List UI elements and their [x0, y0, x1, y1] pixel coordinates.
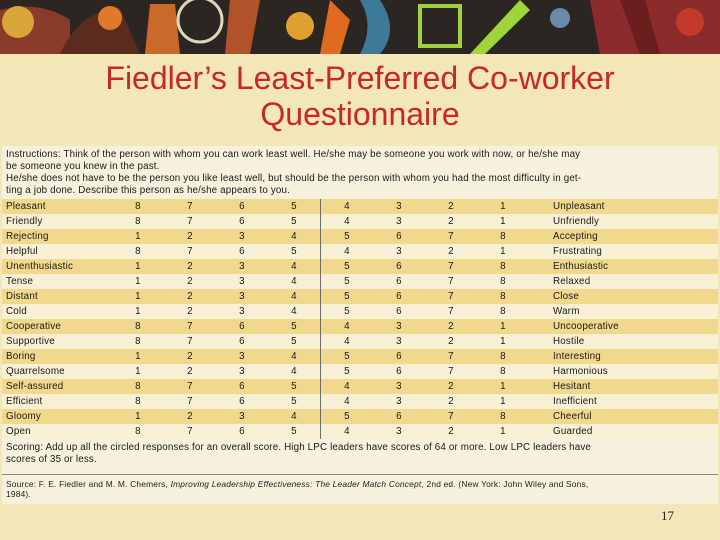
- scale-value[interactable]: 2: [425, 214, 477, 229]
- table-row: [2, 394, 718, 409]
- scale-value[interactable]: 5: [268, 244, 321, 259]
- scale-value[interactable]: 1: [112, 259, 164, 274]
- scoring-line: Scoring: Add up all the circled responses for an overall score. High LPC leaders have scores of 64 or more. Low LPC leaders have: [6, 442, 591, 453]
- scale-value[interactable]: 1: [112, 289, 164, 304]
- scale-value[interactable]: 4: [268, 364, 321, 379]
- left-adjective: Unenthusiastic: [2, 259, 112, 274]
- left-adjective: Tense: [2, 274, 112, 289]
- scale-value[interactable]: 2: [425, 334, 477, 349]
- scale-value[interactable]: 7: [164, 214, 216, 229]
- table-row: [2, 199, 718, 214]
- scale-value[interactable]: 8: [112, 199, 164, 214]
- scale-value[interactable]: 4: [268, 274, 321, 289]
- right-adjective: Close: [529, 289, 718, 304]
- left-adjective: Boring: [2, 349, 112, 364]
- scale-value[interactable]: 2: [164, 409, 216, 424]
- scale-value[interactable]: 8: [112, 244, 164, 259]
- scale-value[interactable]: 7: [425, 364, 477, 379]
- scale-value[interactable]: 8: [477, 409, 529, 424]
- table-row: [2, 319, 718, 334]
- scale-value[interactable]: 4: [268, 349, 321, 364]
- right-adjective: Accepting: [529, 229, 718, 244]
- table-row: [2, 334, 718, 349]
- table-row: [2, 214, 718, 229]
- table-row: [2, 424, 718, 439]
- table-row: [2, 304, 718, 319]
- source-suffix: , 2nd ed. (New York: John Wiley and Sons,: [421, 479, 589, 489]
- left-adjective: Distant: [2, 289, 112, 304]
- scale-value[interactable]: 3: [373, 319, 425, 334]
- scale-value[interactable]: 3: [373, 214, 425, 229]
- scale-value[interactable]: 8: [477, 349, 529, 364]
- scale-value[interactable]: 4: [321, 319, 374, 334]
- scale-value[interactable]: 5: [268, 199, 321, 214]
- lpc-scale-table: [2, 199, 718, 439]
- scale-value[interactable]: 2: [164, 259, 216, 274]
- scale-value[interactable]: 3: [216, 349, 268, 364]
- scale-value[interactable]: 2: [425, 424, 477, 439]
- right-adjective: Harmonious: [529, 364, 718, 379]
- scale-value[interactable]: 3: [373, 394, 425, 409]
- left-adjective: Pleasant: [2, 199, 112, 214]
- scale-value[interactable]: 5: [268, 214, 321, 229]
- scale-value[interactable]: 7: [164, 379, 216, 394]
- instructions-line: ting a job done. Describe this person as he/she appears to you.: [6, 184, 290, 196]
- scale-value[interactable]: 5: [321, 289, 374, 304]
- scale-value[interactable]: 3: [216, 229, 268, 244]
- scoring-line: scores of 35 or less.: [6, 453, 97, 465]
- scale-value[interactable]: 1: [112, 349, 164, 364]
- scale-value[interactable]: 4: [321, 334, 374, 349]
- scale-value[interactable]: 6: [373, 274, 425, 289]
- banner-artwork-icon: [0, 0, 720, 54]
- scale-value[interactable]: 7: [425, 304, 477, 319]
- left-adjective: Rejecting: [2, 229, 112, 244]
- slide-title-line-1: Fiedler’s Least-Preferred Co-worker: [105, 60, 615, 96]
- scale-value[interactable]: 2: [425, 379, 477, 394]
- scale-value[interactable]: 1: [112, 229, 164, 244]
- table-row: [2, 229, 718, 244]
- scale-value[interactable]: 4: [268, 304, 321, 319]
- scale-value[interactable]: 4: [321, 214, 374, 229]
- scale-value[interactable]: 6: [216, 319, 268, 334]
- scale-value[interactable]: 1: [477, 199, 529, 214]
- right-adjective: Hostile: [529, 334, 718, 349]
- table-row: [2, 364, 718, 379]
- scale-value[interactable]: 6: [216, 199, 268, 214]
- scale-value[interactable]: 3: [216, 304, 268, 319]
- scale-value[interactable]: 4: [321, 379, 374, 394]
- scale-value[interactable]: 8: [112, 379, 164, 394]
- source-line-2: 1984).: [6, 489, 31, 499]
- page-number: 17: [661, 508, 674, 523]
- scale-value[interactable]: 6: [216, 334, 268, 349]
- scale-value[interactable]: 6: [373, 409, 425, 424]
- left-adjective: Cooperative: [2, 319, 112, 334]
- table-row: [2, 349, 718, 364]
- scale-value[interactable]: 7: [425, 259, 477, 274]
- scale-value[interactable]: 7: [164, 199, 216, 214]
- scale-value[interactable]: 6: [216, 379, 268, 394]
- scale-value[interactable]: 5: [321, 274, 374, 289]
- scale-value[interactable]: 8: [477, 364, 529, 379]
- scale-value[interactable]: 3: [373, 244, 425, 259]
- table-row: [2, 409, 718, 424]
- scale-value[interactable]: 6: [373, 229, 425, 244]
- right-adjective: Cheerful: [529, 409, 718, 424]
- scale-value[interactable]: 5: [321, 304, 374, 319]
- scale-value[interactable]: 3: [373, 379, 425, 394]
- scale-value[interactable]: 4: [321, 424, 374, 439]
- scale-value[interactable]: 5: [321, 364, 374, 379]
- table-row: [2, 274, 718, 289]
- instructions-line: He/she does not have to be the person you like least well, but should be the person with whom you had the most difficulty in get-: [6, 173, 582, 184]
- scale-value[interactable]: 2: [164, 274, 216, 289]
- scale-value[interactable]: 1: [477, 334, 529, 349]
- instructions-paragraph-1: [6, 149, 718, 172]
- scale-value[interactable]: 3: [216, 259, 268, 274]
- scale-value[interactable]: 4: [268, 259, 321, 274]
- scale-value[interactable]: 8: [477, 229, 529, 244]
- instructions-paragraph-2: [6, 173, 718, 196]
- scale-value[interactable]: 1: [477, 394, 529, 409]
- left-adjective: Helpful: [2, 244, 112, 259]
- scale-value[interactable]: 6: [373, 304, 425, 319]
- right-adjective: Interesting: [529, 349, 718, 364]
- scale-value[interactable]: 8: [112, 424, 164, 439]
- scale-value[interactable]: 8: [477, 259, 529, 274]
- right-adjective: Inefficient: [529, 394, 718, 409]
- scale-value[interactable]: 6: [216, 214, 268, 229]
- slide-title-line-2: Questionnaire: [260, 96, 460, 132]
- scale-value[interactable]: 3: [216, 274, 268, 289]
- scale-value[interactable]: 6: [216, 394, 268, 409]
- scale-value[interactable]: 5: [321, 229, 374, 244]
- scale-value[interactable]: 3: [373, 199, 425, 214]
- scale-value[interactable]: 6: [216, 424, 268, 439]
- scale-value[interactable]: 6: [216, 244, 268, 259]
- table-row: [2, 379, 718, 394]
- scale-value[interactable]: 5: [268, 394, 321, 409]
- scale-value[interactable]: 7: [425, 229, 477, 244]
- scale-value[interactable]: 1: [112, 364, 164, 379]
- scale-value[interactable]: 2: [164, 349, 216, 364]
- scale-value[interactable]: 6: [373, 289, 425, 304]
- scale-value[interactable]: 1: [477, 244, 529, 259]
- left-adjective: Open: [2, 424, 112, 439]
- scale-value[interactable]: 7: [425, 409, 477, 424]
- scale-value[interactable]: 5: [321, 349, 374, 364]
- instructions-line: Instructions: Think of the person with whom you can work least well. He/she may be someone you work with now, or he/she may: [6, 149, 581, 160]
- scale-value[interactable]: 3: [216, 409, 268, 424]
- scale-value[interactable]: 1: [112, 304, 164, 319]
- scale-value[interactable]: 7: [425, 349, 477, 364]
- slide-title: [0, 60, 720, 132]
- source-book-title: Improving Leadership Effectiveness: The Leader Match Concept: [170, 479, 422, 489]
- right-adjective: Uncooperative: [529, 319, 718, 334]
- scale-value[interactable]: 5: [321, 409, 374, 424]
- left-adjective: Gloomy: [2, 409, 112, 424]
- scale-value[interactable]: 8: [112, 319, 164, 334]
- scale-value[interactable]: 8: [112, 334, 164, 349]
- scale-value[interactable]: 3: [373, 334, 425, 349]
- scale-value[interactable]: 2: [425, 244, 477, 259]
- right-adjective: Frustrating: [529, 244, 718, 259]
- scale-value[interactable]: 5: [321, 259, 374, 274]
- scale-value[interactable]: 8: [477, 274, 529, 289]
- scale-value[interactable]: 1: [477, 214, 529, 229]
- scale-value[interactable]: 4: [321, 394, 374, 409]
- scoring-note: [6, 442, 718, 465]
- source-prefix: Source: F. E. Fiedler and M. M. Chemers,: [6, 479, 171, 489]
- scale-value[interactable]: 7: [164, 424, 216, 439]
- right-adjective: Warm: [529, 304, 718, 319]
- right-adjective: Unfriendly: [529, 214, 718, 229]
- scale-value[interactable]: 4: [268, 289, 321, 304]
- scale-value[interactable]: 7: [425, 274, 477, 289]
- scale-value[interactable]: 2: [425, 199, 477, 214]
- questionnaire-document: [2, 146, 718, 504]
- scale-value[interactable]: 4: [321, 199, 374, 214]
- right-adjective: Enthusiastic: [529, 259, 718, 274]
- left-adjective: Friendly: [2, 214, 112, 229]
- scale-value[interactable]: 8: [477, 289, 529, 304]
- scale-value[interactable]: 1: [477, 319, 529, 334]
- right-adjective: Guarded: [529, 424, 718, 439]
- scale-value[interactable]: 1: [112, 409, 164, 424]
- scale-value[interactable]: 4: [321, 244, 374, 259]
- left-adjective: Supportive: [2, 334, 112, 349]
- scale-value[interactable]: 3: [373, 424, 425, 439]
- scale-value[interactable]: 6: [373, 364, 425, 379]
- left-adjective: Efficient: [2, 394, 112, 409]
- scale-value[interactable]: 8: [112, 394, 164, 409]
- table-row: [2, 289, 718, 304]
- scale-value[interactable]: 4: [268, 229, 321, 244]
- table-row: [2, 259, 718, 274]
- scale-value[interactable]: 2: [425, 319, 477, 334]
- scale-value[interactable]: 3: [216, 289, 268, 304]
- scale-value[interactable]: 6: [373, 259, 425, 274]
- scale-value[interactable]: 1: [477, 379, 529, 394]
- source-line-1: [6, 479, 718, 489]
- decorative-banner: [0, 0, 720, 54]
- source-citation: [6, 479, 718, 499]
- scale-value[interactable]: 2: [164, 304, 216, 319]
- divider: [2, 474, 718, 475]
- scale-value[interactable]: 7: [164, 244, 216, 259]
- scale-value[interactable]: 8: [477, 304, 529, 319]
- scale-value[interactable]: 2: [164, 289, 216, 304]
- scale-value[interactable]: 7: [425, 289, 477, 304]
- scale-value[interactable]: 5: [268, 424, 321, 439]
- scale-value[interactable]: 4: [268, 409, 321, 424]
- scale-value[interactable]: 5: [268, 334, 321, 349]
- scale-value[interactable]: 2: [425, 394, 477, 409]
- scale-value[interactable]: 5: [268, 379, 321, 394]
- right-adjective: Relaxed: [529, 274, 718, 289]
- right-adjective: Hesitant: [529, 379, 718, 394]
- scale-value[interactable]: 3: [216, 364, 268, 379]
- table-row: [2, 244, 718, 259]
- scale-value[interactable]: 1: [477, 424, 529, 439]
- scale-value[interactable]: 5: [268, 319, 321, 334]
- scale-value[interactable]: 7: [164, 319, 216, 334]
- instructions-line: be someone you knew in the past.: [6, 160, 160, 172]
- scale-value[interactable]: 2: [164, 364, 216, 379]
- scale-value[interactable]: 1: [112, 274, 164, 289]
- scale-value[interactable]: 8: [112, 214, 164, 229]
- left-adjective: Quarrelsome: [2, 364, 112, 379]
- scale-value[interactable]: 6: [373, 349, 425, 364]
- right-adjective: Unpleasant: [529, 199, 718, 214]
- scale-value[interactable]: 7: [164, 394, 216, 409]
- left-adjective: Cold: [2, 304, 112, 319]
- scale-value[interactable]: 7: [164, 334, 216, 349]
- left-adjective: Self-assured: [2, 379, 112, 394]
- scale-value[interactable]: 2: [164, 229, 216, 244]
